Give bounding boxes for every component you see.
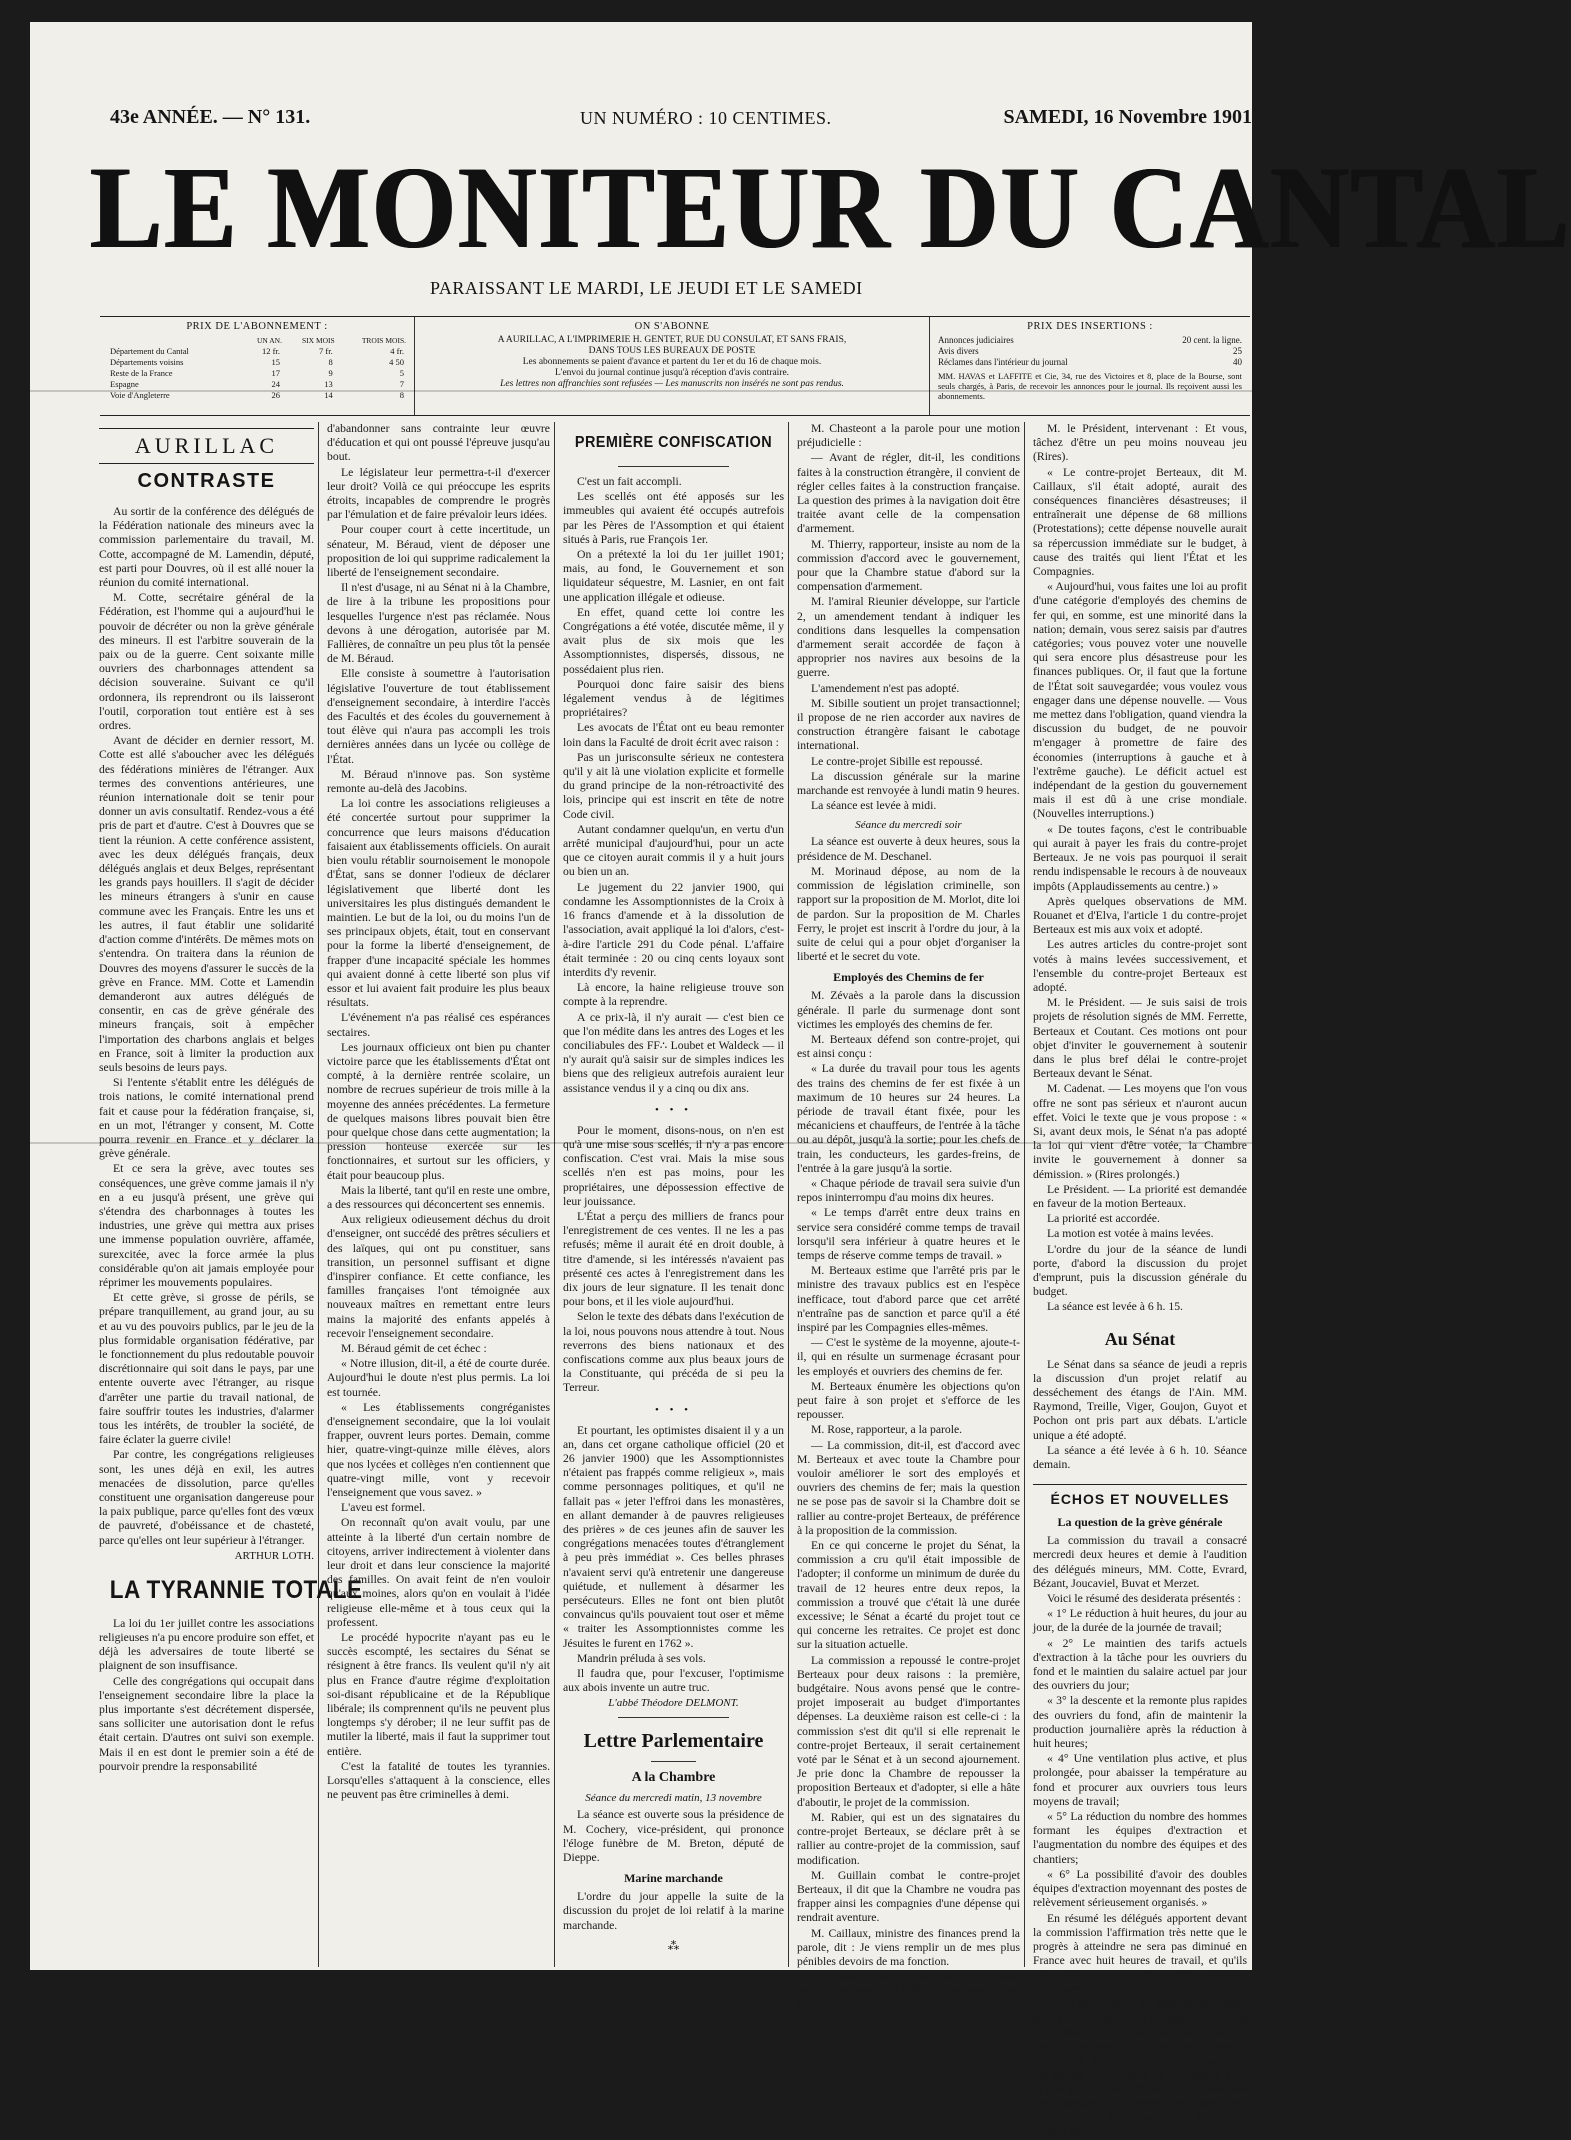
paragraph: Selon le texte des débats dans l'exécution de la loi, nous pouvons nous attendre à tout. Nous reverrons des biens nationaux et des confiscations comme aux plus beaux jours de la Constituante, qui précéda de si peu la Terreur. [563,1310,784,1395]
paper-fold [30,390,1252,392]
paragraph: L'aveu est formel. [341,1501,426,1515]
col-header: SIX MOIS [302,336,335,345]
paragraph: La séance est ouverte sous la présidence de M. Cochery, vice-président, qui prononce l'éloge funèbre de M. Breton, député de Dieppe. [563,1808,784,1865]
table-row: Reste de la France 17 9 5 [110,368,404,378]
insertion-row: Réclames dans l'intérieur du journal 40 [938,357,1242,367]
subscription-prices [100,317,415,415]
article-headline: Lettre Parlementaire [583,1730,764,1753]
newspaper-title: LE MONITEUR DU CANTAL [90,142,1571,273]
issue-number: 43e ANNÉE. — N° 131. [110,106,311,128]
paragraph: La séance est levée à 6 h. 15. [1047,1300,1183,1314]
paper-fold [30,1142,1252,1144]
paragraph: La séance est ouverte à deux heures, sous la présidence de M. Deschanel. [797,835,1020,863]
paragraph: Mais la liberté, tant qu'il en reste une ombre, a des ressources qui déconcertent ses ennemis. [327,1183,550,1211]
paragraph: M. Rose, rapporteur, a la parole. [811,1423,963,1437]
paragraph: Elle consiste à soumettre à l'autorisation législative l'ouverture de tout établissement d'enseignement secondaire, à interdire l'accès des Facultés et des écoles du gouvernement à tout élève qui n'aura pas accompli les trois dernières années dans un lycée ou collège de l'État. [327,667,550,766]
insertion-prices-title: PRIX DES INSERTIONS : [1027,321,1153,332]
paragraph: M. Morinaud dépose, au nom de la commission de législation criminelle, son rapport sur la proposition de M. Morlot, dite loi de pardon. Sur la proposition de M. Charles Ferry, le projet est inscrit à l'ordre du jour, à la suite de celui qui a pour objet d'organiser la liberté et le secret du vote. [797,864,1020,964]
insertion-note: MM. HAVAS et LAFFITE et Cie, 34, rue des Victoires et 8, place de la Bourse, sont seuls chargés, à Paris, de recevoir les annonces pour le journal. Ils reçoivent aussi les abonnements. [938,371,1242,401]
paragraph: Celle des congrégations qui occupait dans l'enseignement secondaire libre la place la plus importante s'est décrétement dispersée, sans solliciter une autorisation dont le refus était certain. D'autres ont suivi son exemple. Mais il en est dont le premier soin a été de pourvoir prendre la responsabilité [99,1674,314,1773]
paragraph: Voici le résumé des desiderata présentés : [1047,1592,1241,1606]
paragraph: Et ce sera la grève, avec toutes ses conséquences, une grève comme jamais il n'y en a eu jusqu'à présent, une grève qui s'étendra des charbonnages à toutes les industries, une grève qui mettra aux prises une immense population ouvrière, affamée, surexcitée, avec la force armée la plus considérable qu'on ait jamais employée pour réprimer les mouvements populaires. [99,1162,314,1289]
paragraph: M. Sibille soutient un projet transactionnel; il propose de ne rien accorder aux navires de construction étrangère faisant le cabotage international. [797,696,1020,753]
paragraph: Mandrin préluda à ses vols. [577,1651,706,1665]
paragraph: Il n'est d'usage, ni au Sénat ni à la Chambre, de lire à la tribune les propositions pour lesquelles l'urgence n'est pas réclamée. Nous devons à une dérogation, autorisée par M. Fallières, de connaître un peu plus tôt la pensée de M. Béraud. [327,581,550,666]
paragraph: Le procédé hypocrite n'ayant pas eu le succès escompté, les sectaires du Sénat se résignent à être francs. Ils veulent qu'il n'y ait plus en France d'autre régime d'exploitation soi-disant républicaine et de la République libérale; ils comprennent qu'ils ne peuvent plus longtemps s'y dérober; il ne leur suffit pas de mutiler la liberté, mais il faut la supprimer tout entière. [327,1631,550,1758]
issue-line [110,100,1252,134]
paragraph: Les journaux officieux ont bien pu chanter victoire parce que les établissements d'État ont compté, à la dernière rentrée scolaire, un nombre de recrues supérieur de trois mille à la moyenne des années précédentes. La fermeture de quelques maisons libres pouvait bien être pour quelque chose dans cette augmentation; la pression honteuse exercée sur les fonctionnaires, et surtout sur les officiers, y était pour beaucoup plus. [327,1040,550,1182]
table-row: Voie d'Angleterre 26 14 8 [110,390,404,400]
paragraph: Autant condamner quelqu'un, en vertu d'un arrêté municipal d'aujourd'hui, pour un acte que ce citoyen aurait commis il y a huit jours ou bien un an. [563,822,784,879]
paragraph: « 5° La réduction du nombre des hommes formant les équipes d'extraction et l'augmentation du nombre des équipes et des chantiers; [1033,1810,1247,1866]
paragraph: M. Coutant, interrompant s'écrie : Ça, mon vieux, c'est vieux jeu! (Hilarité prolongée; bruit à droite.) [797,1970,1020,2012]
paragraph: « Aujourd'hui, vous faites une loi au profit d'une catégorie d'employés des chemins de fer qui, en somme, est une minorité dans la nation; demain, vous serez saisis par d'autres catégories; vous pouvez voter une nouvelle qui sera encore plus désastreuse pour les finances publiques. Or, il faut que la fortune de l'État soit sauvegardée; vous voulez vous engager dans une dépense nouvelle. — Vous me mettez dans l'obligation, quand viendra la discussion du budget, de ne pouvoir m'engager à promettre de faire des économies (interruptions à gauche et à l'extrême gauche). Le déficit actuel est indépendant de la gestion du gouvernement mais il est dû à une crise mondiale. (Nouvelles interruptions.) [1033,580,1247,821]
subscription-prices-title: PRIX DE L'ABONNEMENT : [186,321,328,332]
article-headline: LA TYRANNIE TOTALE [109,1575,363,1604]
paragraph: « La durée du travail pour tous les agents des trains des chemins de fer est fixée à un maximum de 10 heures sur 24 heures. La période de travail étant fixée, pour les mécaniciens et chauffeurs, de l'entrée à la tâche ou au dépôt, jusqu'à la sortie; pour les chefs de train, les conducteurs, les gardes-freins, de l'entrée à la gare jusqu'à la sortie. [797,1062,1020,1175]
paragraph: M. Thierry, rapporteur, insiste au nom de la commission d'accord avec le gouvernement, pour que la Chambre statue d'abord sur la compensation d'armement. [797,537,1020,594]
divider [618,1717,729,1718]
paragraph: M. le Président, intervenant : Et vous, tâchez d'être un peu moins nouveau jeu (Rires). [1033,422,1247,464]
paragraph: En ce qui concerne le projet du Sénat, la commission a cru qu'il était impossible de l'adopter; il conforme un minimum de durée du travail de 12 heures entre deux repos, la commission a trouvé que c'était là une durée excessive; le Sénat a écarté du projet tout ce qui concerne les retraites. Ce projet est donc sur la situation actuelle. [797,1539,1020,1652]
paragraph: La commission a repoussé le contre-projet Berteaux pour deux raisons : la première, budgétaire. Nous avons pensé que le contre-projet imposerait au budget d'importantes dépenses. La deuxième raison est celle-ci : la commission s'est dit qu'il si elle reprenait le contre-projet Berteaux, il serait certainement voté par le Sénat et à un second ajournement. Je prie donc la Chambre de repousser la proposition Berteaux et d'adopter, si elle a hâte d'aboutir, le projet de la commission. [797,1653,1020,1809]
paragraph: Le Président. — La priorité est demandée en faveur de la motion Berteaux. [1033,1182,1247,1210]
paragraph: « Chaque période de travail sera suivie d'un repos ininterrompu d'au moins dix heures. [797,1176,1020,1205]
paragraph: Le jugement du 22 janvier 1900, qui condamne les Assomptionnistes de la Croix à 16 francs d'amende et à la dissolution de l'association, avait appliqué la loi d'alors, c'est-à-dire l'article 291 du Code pénal. L'affaire était terminée : 20 ou cinq cents loyaux sont interdits d'y revenir. [563,880,784,979]
paragraph: C'est la fatalité de toutes les tyrannies. Lorsqu'elles s'attaquent à la conscience, elles ne peuvent pas être criminelles à demi. [327,1759,550,1802]
paragraph: M. Berteaux estime que l'arrêté pris par le ministre des travaux publics est en l'espèce inefficace, tout d'abord parce que cet arrêté n'entraîne pas de sanction et parce qu'il a été inspiré par les Compagnies elles-mêmes. [797,1264,1020,1334]
col-header: TROIS MOIS. [361,336,406,345]
paragraph: La séance a été levée à 6 h. 10. Séance demain. [1033,1443,1247,1472]
paragraph: La priorité est accordée. [1047,1212,1160,1226]
column-1 [95,422,363,1967]
paragraph: L'amendement n'est pas adopté. [811,681,960,695]
subscription-info [415,317,930,415]
separator: ⁂ [667,1938,680,1953]
paragraph: « 1° Le réduction à huit heures, du jour au jour, de la durée de la journée de travail; [1033,1607,1247,1635]
paragraph: M. Guillain combat le contre-projet Berteaux, il dit que la Chambre ne voudra pas frapper ainsi les compagnies d'une dépense qui rendrait aventure. [797,1868,1020,1925]
paragraph: Au sortir de la conférence des délégués de la Fédération nationale des mineurs avec la commission parlementaire du travail, M. Cotte, accompagné de M. Lamendin, député, est parti pour Douvres, où il est allé nouer la réunion du comité international. [99,505,314,590]
paragraph: La discussion générale sur la marine marchande est renvoyée à lundi matin 9 heures. [797,769,1020,798]
paragraph: M. Béraud gémit de cet échec : [341,1342,487,1355]
paragraph: Pourquoi donc faire saisir des biens légalement vendus à de légitimes propriétaires? [563,677,784,720]
paragraph: Aux religieux odieusement déchus du droit d'enseigner, ont succédé des prêtres séculiers et des laïques, qui ont pu constituer, sans transition, un personnel suffisant et digne d'inspirer confiance. Et cette confiance, les familles françaises l'ont témoignée aux nouveaux maîtres en remettant entre leurs mains la majorité des enfants appelés à recevoir l'enseignement secondaire. [327,1213,550,1340]
paragraph: La commission du travail a consacré mercredi deux heures et demie à l'audition des délégués mineurs, MM. Cotte, Evrard, Bézant, Joucaviel, Buvat et Merzet. [1033,1534,1247,1590]
paragraph: En résumé les délégués apportent devant la commission l'affirmation très nette que le progrès à atteindre ne sera pas diminué en France avec huit heures de travail, et qu'ils ont prévu les moyens qu'ils viennent d'indiquer. [1033,1911,1247,1996]
table-row: Département du Cantal 12 fr. 7 fr. 4 fr. [110,346,404,356]
issue-price: UN NUMÉRO : 10 CENTIMES. [580,108,832,128]
section-heading: Employés des Chemins de fer [833,970,984,985]
author-signature: ARTHUR LOTH. [234,1549,314,1562]
paragraph: « 3° la descente et la remonte plus rapides des ouvriers du fond, afin de maintenir la production journalière après la réduction à huit heures; [1033,1694,1247,1751]
section-kicker: AURILLAC [99,428,314,464]
subscription-line: L'envoi du journal continue jusqu'à réception d'avis contraire. [554,368,790,378]
table-row: Départements voisins 15 8 4 50 [110,357,404,367]
divider [651,1761,695,1762]
subscription-line: Les lettres non affranchies sont refusées — Les manuscrits non insérés ne sont pas rendus. [500,379,844,389]
paragraph: Le Sénat dans sa séance de jeudi a repris la discussion d'un projet relatif au desséchement des étangs de l'Ain. MM. Raymond, Treille, Viger, Goujon, Guyot et Pochon ont pris part aux débats. L'article unique a été adopté. [1033,1357,1247,1442]
subscription-line: DANS TOUS LES BUREAUX DE POSTE [588,346,756,356]
paragraph: La motion est votée à mains levées. [1047,1227,1214,1241]
section-heading: Marine marchande [624,1871,723,1886]
article-columns [95,422,1255,2139]
paragraph: La loi du 1er juillet contre les associations religieuses n'a pu encore produire son effet, et déjà les adversaires de toute liberté se plaignent de son insuffisance. [99,1616,314,1673]
paragraph: « Le temps d'arrêt entre deux trains en service sera considéré comme temps de travail lorsqu'il sera inférieur à quatre heures et le temps de réserve comme temps de travail. » [797,1206,1020,1262]
article-headline: PREMIÈRE CONFISCATION [574,434,773,451]
subscription-line: A AURILLAC, A L'IMPRIMERIE H. GENTET, RUE DU CONSULAT, ET SANS FRAIS, [497,335,847,345]
paragraph: L'État a perçu des milliers de francs pour l'enregistrement de ces ventes. Il ne les a pas refusés; même il aurait été en droit double, à titre d'amende, si les intéressés n'avaient pas présenté ces actes à l'enregistrement dans les dix jours de leur signature. Il les tenait donc pour bons, et il les viole aujourd'hui. [563,1209,784,1309]
paragraph: M. le Président. — Je suis saisi de trois projets de résolution signés de MM. Ferrette, Berteaux et Coutant. Ces motions ont pour objet d'inviter le gouvernement à soutenir dans le plus bref délai le contre-projet Berteaux devant le Sénat. [1033,996,1247,1081]
newspaper-page [30,22,1571,2139]
paragraph: M. Caillaux, ministre des finances prend la parole, dit : Je viens remplir un de mes plus pénibles devoirs de ma fonction. [797,1926,1020,1968]
paragraph: Il faudra que, pour l'excuser, l'optimisme aux abois invente un autre truc. [563,1667,784,1695]
insertion-prices [930,317,1250,415]
column-4 [793,422,1025,2012]
paragraph: « 4° Une ventilation plus active, et plus prolongée, pour abaisser la température au fond et procurer aux ouvriers tous leurs moyens de travail; [1033,1752,1247,1808]
paragraph: M. Cotte, secrétaire général de la Fédération, est l'homme qui a aujourd'hui le pouvoir de décréter ou non la grève générale des mineurs. Il est l'arbitre souverain de la paix ou de la guerre. Cent soixante mille ouvriers des charbonnages attendent sa décision souveraine. Suivant ce qu'il ordonnera, ils reprendront ou ils laisseront l'outil, corporation tout entière est à ses ordres. [99,591,314,733]
paragraph: d'abandonner sans contrainte leur œuvre d'éducation et qui ont poussé l'épreuve jusqu'au bout. [327,422,550,464]
paragraph: A ce prix-là, il n'y aurait — c'est bien ce que l'on médite dans les antres des Loges et les conciliabules des FF∴ Loubet et Waldeck — il n'y aurait qu'à saisir sur de simples indices les biens que des religieux autrefois auraient leur assistance vendus il y a cinq ou dix ans. [563,1010,784,1095]
section-heading: ÉCHOS ET NOUVELLES [1033,1484,1247,1507]
paragraph: Le législateur leur permettra-t-il d'exercer leur droit? Voilà ce qui préoccupe les esprits étroits, incapables de comprendre le progrès par l'émulation et de faire prévaloir leurs idées. [327,465,550,522]
column-2 [323,422,555,1967]
paragraph: « Le contre-projet Berteaux, dit M. Caillaux, s'il était adopté, aurait des conséquences financières désastreuses; il entraînerait une dépense de 68 millions (Protestations); cette dépense nouvelle aurait sa répercussion immédiate sur le budget, à cause des traités qui lient l'État et les Compagnies. [1033,465,1247,579]
paragraph: M. Berteaux défend son contre-projet, qui est ainsi conçu : [797,1032,1020,1061]
session-heading: Séance du mercredi soir [855,819,962,832]
paragraph: La loi contre les associations religieuses a été concertée surtout pour supprimer la concurrence que leurs maisons d'éducation faisaient aux établissements officiels. On aurait bien voulu rétablir sournoisement le monopole d'État, sans se donner l'odieux de déclarer législativement que liberté dont les universitaires les plus distingués demandent le maintien. Le but de la loi, ou du moins l'un de ses principaux objets, était, tout en conservant pour la forme la liberté d'enseignement, de frapper d'une incapacité spéciale les hommes qui avaient donné à cette liberté son plus vif essor et lui avaient fait produire les plus beaux résultats. [327,797,550,1010]
insertion-row: Annonces judiciaires 20 cent. la ligne. [938,335,1242,345]
paragraph: L'événement n'a pas réalisé ces espérances sectaires. [327,1011,550,1039]
paragraph: Les scellés ont été apposés sur les immeubles qui avaient été occupés autrefois par les Pères de l'Assomption et qui étaient situés à Paris, rue François 1er. [563,490,784,546]
table-row: Espagne 24 13 7 [110,379,404,389]
session-heading: Séance du mercredi matin, 13 novembre [585,1792,762,1805]
paragraph: « Notre illusion, dit-il, a été de courte durée. Aujourd'hui le doute n'est plus permis. La loi est tournée. [327,1357,550,1399]
paragraph: « De toutes façons, c'est le contribuable qui aurait à payer les frais du contre-projet Berteaux. Je ne vois pas pourquoi il serait rendu indispensable le recours à de nouveaux impôts (Applaudissements au centre.) » [1033,822,1247,893]
paragraph: M. Cadenat. — Les moyens que l'on vous offre ne sont pas sérieux et n'auront aucun effet. Voici le texte que je vous propose : « Si, avant deux mois, le Sénat n'a pas adopté la loi qui vient d'être votée, la Chambre invite le gouvernement à donner sa démission. » (Rires prolongés.) [1033,1082,1247,1181]
paragraph: Et cette grève, si grosse de périls, se prépare tranquillement, au grand jour, au su et au vu des pouvoirs publics, par le jeu de la plus formidable organisation fédérative, par le fonctionnement du plus redoutable pouvoir discrétionnaire qui soit dans le pays, par une entente ouverte avec l'étranger, au risque d'arrêter une partie du travail national, de faire souffrir toutes les industries, d'alarmer tous les intérêts, de troubler la société, de faire éclater la guerre civile! [99,1291,314,1447]
paragraph: M. Chasteont a la parole pour une motion préjudicielle : [797,422,1020,450]
paragraph: M. Berteaux énumère les objections qu'on peut faire à son projet et s'efforce de les repousser. [797,1379,1020,1422]
section-heading: Au Sénat [1104,1328,1176,1349]
paragraph: — C'est le système de la moyenne, ajoute-t-il, qui en résulte un surmenage écrasant pour les employés et ouvriers des chemins de fer. [797,1336,1020,1378]
separator: • • • [654,1103,693,1116]
paragraph: Là encore, la haine religieuse trouve son compte à la reprendre. [563,981,784,1009]
paragraph: « 6° La possibilité d'avoir des doubles équipes d'extraction moyennant des postes de relèvement sérieusement organisés. » [1033,1867,1247,1910]
paragraph: Pour couper court à cette incertitude, un sénateur, M. Béraud, vient de déposer une proposition de loi qui supprime radicalement la liberté de l'enseignement secondaire. [327,523,550,580]
section-heading: A la Chambre [631,1770,716,1786]
paragraph: Et pourtant, les optimistes disaient il y a un an, dans cet organe catholique officiel (20 et 26 janvier 1900) que les Assomptionnistes n'étaient pas frappés comme religieux », mais comme personnages politiques, et qu'il ne fallait pas « jeter l'effroi dans les monastères, en allant demander à de pauvres religieuses des prières » de ces jeunes afin de sauver les congrégations menacées toutes d'étranglement à peu près immédiat ». Ces belles phrases n'avaient servi qu'à entretenir une dangereuse quiétude, et nullement à désarmer les persécuteurs. Elles ne font ont bien plutôt convaincus qu'ils pouvaient tout oser et même « traiter les Assomptionnistes comme les Jésuites le furent en 1762 ». [563,1423,784,1650]
article-headline: CONTRASTE [137,470,276,492]
paragraph: On a prétexté la loi du 1er juillet 1901; mais, au fond, le Gouvernement et son liquidateur séquestre, M. Lasnier, en ont fait une application illégale et odieuse. [563,548,784,604]
paragraph: Pour le moment, disons-nous, on n'en est qu'à une mise sous scellés, il n'y a pas encore confiscation. C'est vrai. Mais la mise sous scellés n'en est pas moins, pour les propriétaires, une dépossession effective de leur jouissance. [563,1123,784,1208]
issue-date: SAMEDI, 16 Novembre 1901 [1003,106,1252,128]
paragraph: M. Zévaès a la parole dans la discussion générale. Il parle du surmenage dont sont victimes les employés des chemins de fer. [797,989,1020,1031]
paragraph: L'ordre du jour de la séance de lundi porte, d'abord la discussion du projet d'emprunt, puis la discussion générale du budget. [1033,1242,1247,1299]
paragraph: — Avant de régler, dit-il, les conditions faites à la construction étrangère, il convient de régler celles faites à la construction française. La question des primes à la navigation doit être traitée avant celle de la compensation d'armement. [797,451,1020,536]
paragraph: M. l'amiral Rieunier développe, sur l'article 2, un amendement tendant à indiquer les conditions dans lesquelles la compensation d'armement serait accordée de façon à approprier nos navires aux besoins de la guerre. [797,595,1020,680]
paragraph: L'ordre du jour appelle la suite de la discussion du projet de loi relatif à la marine marchande. [563,1890,784,1932]
paragraph: — La commission, dit-il, est d'accord avec M. Berteaux et avec toute la Chambre pour vouloir améliorer le sort des employés et ouvriers des chemins de fer; mais la question ne se pose pas de savoir si la Chambre doit se rallier au contre-projet Berteaux, de préférence à la proposition de la commission. [797,1438,1020,1537]
col-header: UN AN. [256,336,282,345]
paragraph: « Les établissements congréganistes d'enseignement secondaire, que la loi voulait frapper, ouvrent leurs portes. Demain, comme hier, quatre-vingt-quinze mille élèves, alors que nos lycées et collèges n'en contiennent que quatre-vingt mille, vont y recevoir l'enseignement que vous savez. » [327,1400,550,1500]
paragraph: Avant de se retirer, les délégués ont insisté pour que la commission seconde leurs efforts pour obtenir que le gouvernement s'écarte de tout ce qui pourrait écarter une redoutable éventualité. Les membres de la commission ont promis de s'occuper de la question avec la plus grande bienveillance les réclamations des mineurs. — L'espoir est bien déçu d'épargner à la France une grève dont ils ne veulent pas, [1033,1997,1247,2139]
subscription-line: Les abonnements se paient d'avance et partent du 1er et du 16 de chaque mois. [522,357,822,367]
paragraph: « 2° Le maintien des tarifs actuels d'extraction à la tâche pour les ouvriers du fond et le maintien du salaire actuel par jour des ouvriers du jour; [1033,1636,1247,1693]
paragraph: Les avocats de l'État ont eu beau remonter loin dans la Faculté de droit écrit avec raison : [563,721,784,749]
paragraph: C'est un fait accompli. [577,475,682,488]
subsection-heading: La question de la grève générale [1057,1515,1223,1530]
paragraph: En effet, quand cette loi contre les Congrégations a été votée, discutée même, il y avait plus de six mois que les Assomptionnistes, dispersés, dissous, ne possédaient plus rien. [563,605,784,676]
paragraph: Les autres articles du contre-projet sont votés à mains levées successivement, et l'ensemble du contre-projet Berteaux est adopté. [1033,938,1247,994]
paragraph: La séance est levée à midi. [811,799,937,813]
paragraph: M. Béraud n'innove pas. Son système remonte au-delà des Jacobins. [327,767,550,796]
subscription-info-title: ON S'ABONNE [634,321,710,332]
publication-schedule: PARAISSANT LE MARDI, LE JEUDI ET LE SAMEDI [430,278,863,298]
paragraph: On reconnaît qu'on avait voulu, par une atteinte à la liberté d'un certain nombre de citoyens, arriver indirectement à violenter dans leur droit et dans leur conscience la majorité des familles. On avait feint de n'en vouloir qu'aux moines, alors qu'on en voulait à l'idée religieuse elle-même et à tous ceux qui la professent. [327,1516,550,1629]
paragraph: Si l'entente s'établit entre les délégués de trois nations, le comité international prend fait et cause pour la fédération française, si, en un mot, l'étranger y consent, M. Cotte pourra revenir en France et y déclarer la grève générale. [99,1076,314,1161]
separator: • • • [654,1403,693,1416]
paragraph: M. Rabier, qui est un des signataires du contre-projet Berteaux, se déclare prêt à se rallier au contre-projet de la commission, sauf modification. [797,1810,1020,1867]
paragraph: Avant de décider en dernier ressort, M. Cotte est allé s'aboucher avec les délégués des fédérations minières de l'étranger. Aux termes des conventions antérieures, une réunion internationale doit se tenir pour donner un avis consultatif. Rendez-vous a été pris de part et d'autre. C'est à Douvres que se tient la réunion. A cette conférence assistent, avec les deux délégués français, deux délégués anglais et deux Belges, représentant les grands pays houillers. Il s'agit de décider les mineurs étrangers à s'unir en cause commune avec les Français. Entre les uns et les autres, il faut établir une solidarité d'action comme d'intérêts. De mêmes mots on s'entendra. On traitera dans la réunion de Douvres des moyens d'assurer le succès de la grève en France. MM. Cotte et Lamendin demanderont aux autres délégués de consentir, en cas de grève générale des mineurs français, soit à empêcher l'importation des charbons anglais et belges en France, soit à limiter la production aux seuls besoins de leurs pays. [99,734,314,1074]
column-3 [559,422,789,1967]
author-signature: L'abbé Théodore DELMONT. [608,1697,739,1710]
paragraph: Le contre-projet Sibille est repoussé. [811,754,983,768]
paragraph: Pas un jurisconsulte sérieux ne contestera qu'il y ait là une violation explicite et formelle du grand principe de la non-rétroactivité des lois, principe qui est inscrit en tête de notre Code civil. [563,750,784,821]
insertion-row: Avis divers 25 [938,346,1242,356]
paragraph: Par contre, les congrégations religieuses sont, les unes déjà en exil, les autres menacées de dissolution, parce qu'elles constituent une organisation dangereuse pour la paix publique, parce qu'elles font des vœux de pauvreté, d'obéissance et de chasteté, parce qu'elles ont leur supérieur à l'étranger. [99,1448,314,1547]
subscription-bar [100,316,1250,416]
divider [618,466,729,467]
column-5 [1029,422,1251,2139]
paragraph: Après quelques observations de MM. Rouanet et d'Elva, l'article 1 du contre-projet Berteaux est mis aux voix et adopté. [1033,894,1247,937]
